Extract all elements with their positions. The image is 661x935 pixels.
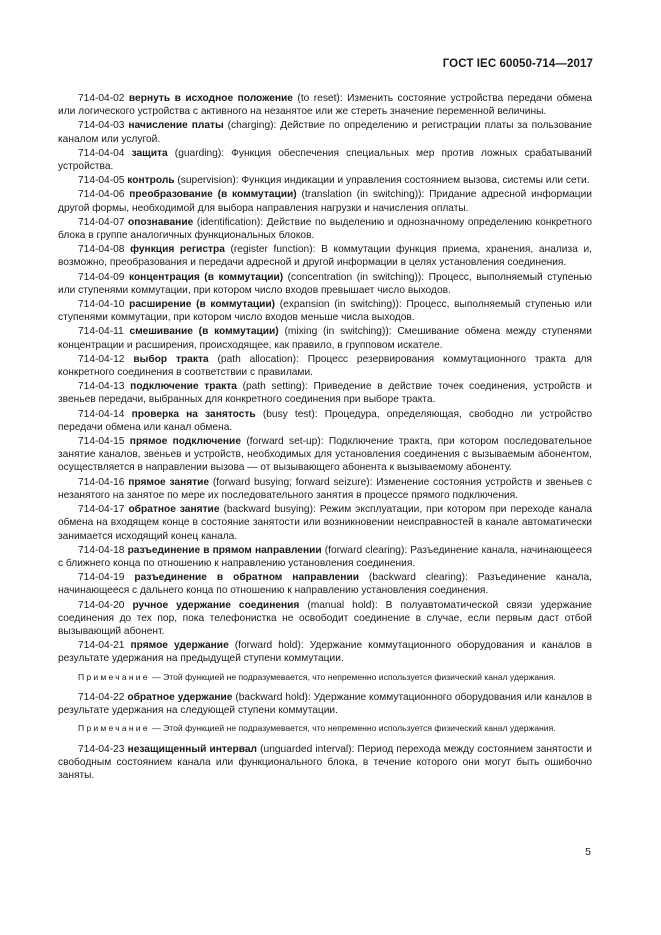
term-number: 714-04-11 xyxy=(78,326,124,338)
note xyxy=(58,723,592,735)
term-entry xyxy=(58,599,592,639)
term-definition: (register function): В коммутации функция приема, хранения, анализа и, возможно, преобразования и передачи адресной и другой информации в целях установления соединения. xyxy=(58,244,593,269)
term-definition: (to reset): Изменить состояние устройства передачи обмена или логического устройства с активного на незанятое или же стереть значение переменной величины. xyxy=(58,93,592,118)
term-title: вернуть в исходное положение xyxy=(128,93,293,104)
term-entry xyxy=(58,325,592,351)
term-entry xyxy=(58,544,592,570)
term-entry xyxy=(58,571,592,597)
term-number: 714-04-16 xyxy=(78,476,125,488)
term-title: концентрация (в коммутации) xyxy=(129,271,284,283)
term-entry xyxy=(58,639,592,665)
term-entry xyxy=(58,503,592,543)
term-title: преобразование (в коммутации) xyxy=(129,189,297,201)
term-number: 714-04-22 xyxy=(78,692,125,704)
note-label: Примечание xyxy=(78,671,150,682)
term-entry xyxy=(58,435,592,475)
term-entry xyxy=(58,92,592,118)
term-entry xyxy=(58,476,592,502)
term-definition: (identification): Действие по выделению и однозначному определению конкретного блока в группе аналогичных функциональных блоков. xyxy=(58,216,592,242)
term-title: защита xyxy=(131,147,168,159)
term-entry xyxy=(58,298,592,324)
term-definition: (forward set-up): Подключение тракта, при котором последовательное занятие каналов, звеньев и устройств, необходимых для установления соединения с вызываемым абонентом, осуществляется в направлении вызова — от вызывающего абонента к вызываемому абоненту. xyxy=(58,436,593,474)
term-definition: (forward busying; forward seizure): Изменение состояния устройств и звеньев с незанятого на занятое по мере их последовательного занятия в процессе прямого подключения. xyxy=(58,476,592,501)
term-definition: (translation (in switching)): Придание адресной информации другой формы, необходимой для выбора направления нагрузки и начисления оплаты. xyxy=(58,189,592,214)
term-title: проверка на занятость xyxy=(131,408,256,420)
term-number: 714-04-12 xyxy=(78,353,125,365)
term-definition: (backward clearing): Разъединение канала, начинающееся с дальнего конца по отношению к направлению установления соединения. xyxy=(58,572,592,597)
term-title: прямое удержание xyxy=(130,640,229,652)
term-definition: (backward busying): Режим эксплуатации, при котором при переходе канала обмена на входящем конце в состояние занятости или возникновении неисправностей в канале автоматически занимается исходящий конец канала. xyxy=(58,504,592,542)
term-title: незащищенный интервал xyxy=(127,743,258,755)
term-title: подключение тракта xyxy=(130,381,237,393)
note xyxy=(58,672,592,684)
term-definition: (concentration (in switching)): Процесс, выполняемый ступенью или ступенями коммутации, при котором число входов превышает число выходов. xyxy=(58,271,592,296)
term-entry xyxy=(58,119,592,145)
term-number: 714-04-13 xyxy=(78,381,125,393)
term-number: 714-04-03 xyxy=(78,120,125,132)
term-definition: (mixing (in switching)): Смешивание обмена между ступенями концентрации и расширения, происходящее, как правило, в групповом искателе. xyxy=(58,326,592,351)
term-title: опознавание xyxy=(128,216,194,228)
term-number: 714-04-21 xyxy=(78,640,125,652)
term-definition: (forward hold): Удержание коммутационного оборудования и каналов в результате удержания на предыдущей ступени коммутации. xyxy=(58,640,592,665)
note-label: Примечание xyxy=(78,723,150,734)
term-number: 714-04-04 xyxy=(78,147,125,159)
term-number: 714-04-17 xyxy=(78,504,125,516)
term-definition: (path setting): Приведение в действие точек соединения, устройств и звеньев передачи, выбранных для конкретного соединения при выборе тракта. xyxy=(58,381,592,406)
term-title: начисление платы xyxy=(128,120,224,132)
term-number: 714-04-23 xyxy=(78,743,125,755)
page-number: 5 xyxy=(585,846,591,858)
term-definition: (busy test): Процедура, определяющая, свободно ли устройство передачи обмена или канал обмена. xyxy=(58,408,592,433)
term-number: 714-04-05 xyxy=(78,175,125,187)
document-header: ГОСТ IEC 60050-714—2017 xyxy=(442,58,593,70)
term-title: выбор тракта xyxy=(133,353,209,365)
term-entry xyxy=(58,380,592,406)
term-title: контроль xyxy=(127,175,175,187)
term-title: расширение (в коммутации) xyxy=(129,299,276,311)
term-definition: (supervision): Функция индикации и управления состоянием вызова, системы или сети. xyxy=(174,175,590,187)
term-entry xyxy=(58,691,592,717)
term-entry xyxy=(58,188,592,214)
term-entry xyxy=(58,216,592,242)
term-number: 714-04-07 xyxy=(78,216,125,228)
term-title: прямое занятие xyxy=(128,476,210,488)
term-entry xyxy=(58,174,592,187)
entries-list xyxy=(58,92,592,783)
term-entry xyxy=(58,271,592,297)
term-number: 714-04-15 xyxy=(78,436,125,448)
document-body xyxy=(58,92,592,784)
term-definition: (charging): Действие по определению и регистрации платы за пользование каналом или услугой. xyxy=(58,120,592,145)
term-number: 714-04-19 xyxy=(78,572,125,584)
term-entry xyxy=(58,408,592,434)
term-number: 714-04-20 xyxy=(78,599,125,611)
term-title: функция регистра xyxy=(130,244,225,256)
term-entry xyxy=(58,743,592,783)
term-title: смешивание (в коммутации) xyxy=(129,326,279,338)
term-title: ручное удержание соединения xyxy=(132,599,300,611)
term-definition: (expansion (in switching)): Процесс, выполняемый ступенью или ступенями коммутации, при котором число входов меньше числа выходов. xyxy=(58,299,592,324)
term-definition: (forward clearing): Разъединение канала, начинающееся с ближнего конца по отношению к направлению установления соединения. xyxy=(58,544,592,569)
term-number: 714-04-08 xyxy=(78,244,125,256)
note-text: — Этой функцией не подразумевается, что непременно используется физический канал удержания. xyxy=(149,723,556,734)
term-title: обратное удержание xyxy=(127,692,233,704)
term-title: прямое подключение xyxy=(129,436,241,448)
term-number: 714-04-10 xyxy=(78,299,125,311)
term-number: 714-04-09 xyxy=(78,271,125,283)
term-number: 714-04-14 xyxy=(78,408,125,420)
term-number: 714-04-06 xyxy=(78,189,125,201)
term-title: обратное занятие xyxy=(128,504,220,516)
term-definition: (guarding): Функция обеспечения специальных мер против ложных срабатываний устройства. xyxy=(58,147,592,173)
term-definition: (unguarded interval): Период перехода между состоянием занятости и свободным состоянием канала или функционального блока, в течение которого они могут быть ошибочно заняты. xyxy=(58,743,592,782)
term-entry xyxy=(58,353,592,379)
note-text: — Этой функцией не подразумевается, что непременно используется физический канал удержания. xyxy=(149,671,556,682)
term-definition: (manual hold): В полуавтоматической связи удержание соединения до тех пор, пока телефонистка не освободит соединение в случае, если первым даст отбой вызывающий абонент. xyxy=(58,599,592,637)
term-entry xyxy=(58,243,592,269)
term-definition: (backward hold): Удержание коммутационного оборудования или каналов в результате удержания на следующей ступени коммутации. xyxy=(58,692,592,717)
term-title: разъединение в обратном направлении xyxy=(134,572,359,584)
term-number: 714-04-18 xyxy=(78,544,125,556)
term-definition: (path allocation): Процесс резервирования коммутационного тракта для конкретного соединения в соответствии с правилами. xyxy=(58,353,592,379)
term-number: 714-04-02 xyxy=(78,93,125,104)
term-title: разъединение в прямом направлении xyxy=(127,544,322,556)
term-entry xyxy=(58,147,592,173)
